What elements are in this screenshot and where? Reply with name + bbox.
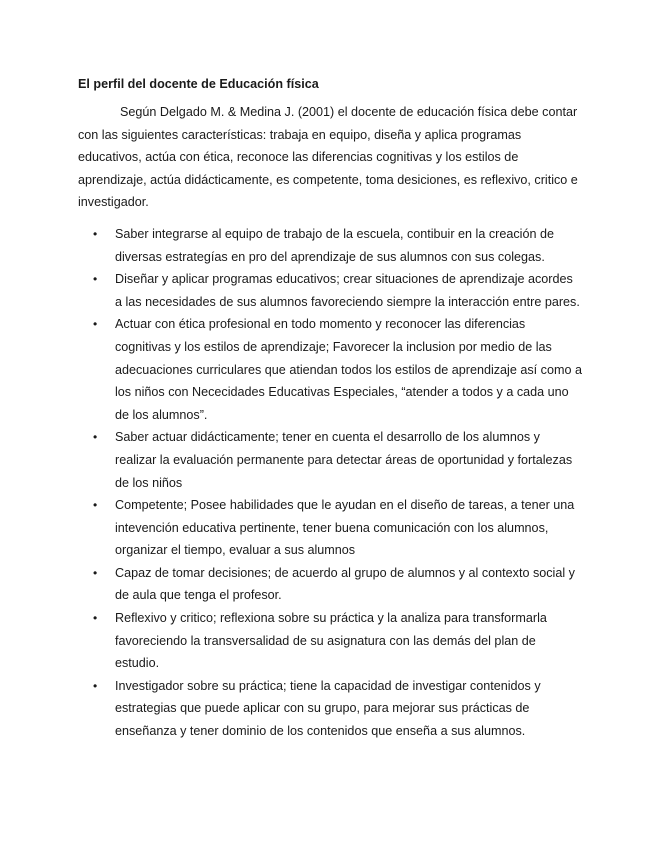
intro-paragraph: Según Delgado M. & Medina J. (2001) el docente de educación física debe contar con las siguientes características: trabaja en equipo, diseña y aplica programas educativos, actúa con ética, reconoce las diferencias cognitivas y los estilos de aprendizaje, actúa didácticamente, es competente, toma desiciones, es reflexivo, critico e investigador. xyxy=(78,105,578,210)
bullet-icon: • xyxy=(93,317,98,332)
list-item-text: Reflexivo y critico; reflexiona sobre su práctica y la analiza para transformarla favoreciendo la transversalidad de su asignatura con las demás del plan de estudio. xyxy=(115,611,547,671)
document-title: El perfil del docente de Educación física xyxy=(78,77,319,91)
list-item-text: Saber actuar didácticamente; tener en cuenta el desarrollo de los alumnos y realizar la evaluación permanente para detectar áreas de oportunidad y fortalezas de los niños xyxy=(115,430,573,490)
list-item-text: Diseñar y aplicar programas educativos; crear situaciones de aprendizaje acordes a las necesidades de sus alumnos favoreciendo siempre la interacción entre pares. xyxy=(115,272,580,309)
list-item xyxy=(78,313,583,426)
list-item xyxy=(78,562,583,607)
list-item-text: Competente; Posee habilidades que le ayudan en el diseño de tareas, a tener una intevención educativa pertinente, tener buena comunicación con los alumnos, organizar el tiempo, evaluar a sus alumnos xyxy=(115,498,575,558)
list-item-text: Investigador sobre su práctica; tiene la capacidad de investigar contenidos y estrategias que puede aplicar con su grupo, para mejorar sus prácticas de enseñanza y tener dominio de los contenidos que enseña a sus alumnos. xyxy=(115,678,541,739)
bullet-icon: • xyxy=(93,272,98,287)
list-item xyxy=(78,268,583,313)
list-item-text: Capaz de tomar decisiones; de acuerdo al grupo de alumnos y al contexto social y de aula que tenga el profesor. xyxy=(115,565,575,603)
document-page xyxy=(78,73,583,743)
bullet-icon: • xyxy=(93,498,98,513)
bullet-icon: • xyxy=(93,226,98,241)
characteristics-list xyxy=(78,223,583,743)
list-item xyxy=(78,675,583,743)
list-item xyxy=(78,223,583,268)
bullet-icon: • xyxy=(93,678,98,693)
list-item-text: Saber integrarse al equipo de trabajo de la escuela, contibuir en la creación de diversas estrategías en pro del aprendizaje de sus alumnos con sus colegas. xyxy=(115,226,554,264)
list-item-text: Actuar con ética profesional en todo momento y reconocer las diferencias cognitivas y los estilos de aprendizaje; Favorecer la inclusion por medio de las adecuaciones curriculares que atiendan todos los estilos de aprendizaje así como a los niños con Nececidades Educativas Especiales, “atender a todos y a cada uno de los alumnos”. xyxy=(115,317,582,422)
bullet-icon: • xyxy=(93,430,98,445)
list-item xyxy=(78,494,583,562)
bullet-icon: • xyxy=(93,565,98,580)
list-item xyxy=(78,607,583,675)
list-item xyxy=(78,426,583,494)
bullet-icon: • xyxy=(93,611,98,626)
